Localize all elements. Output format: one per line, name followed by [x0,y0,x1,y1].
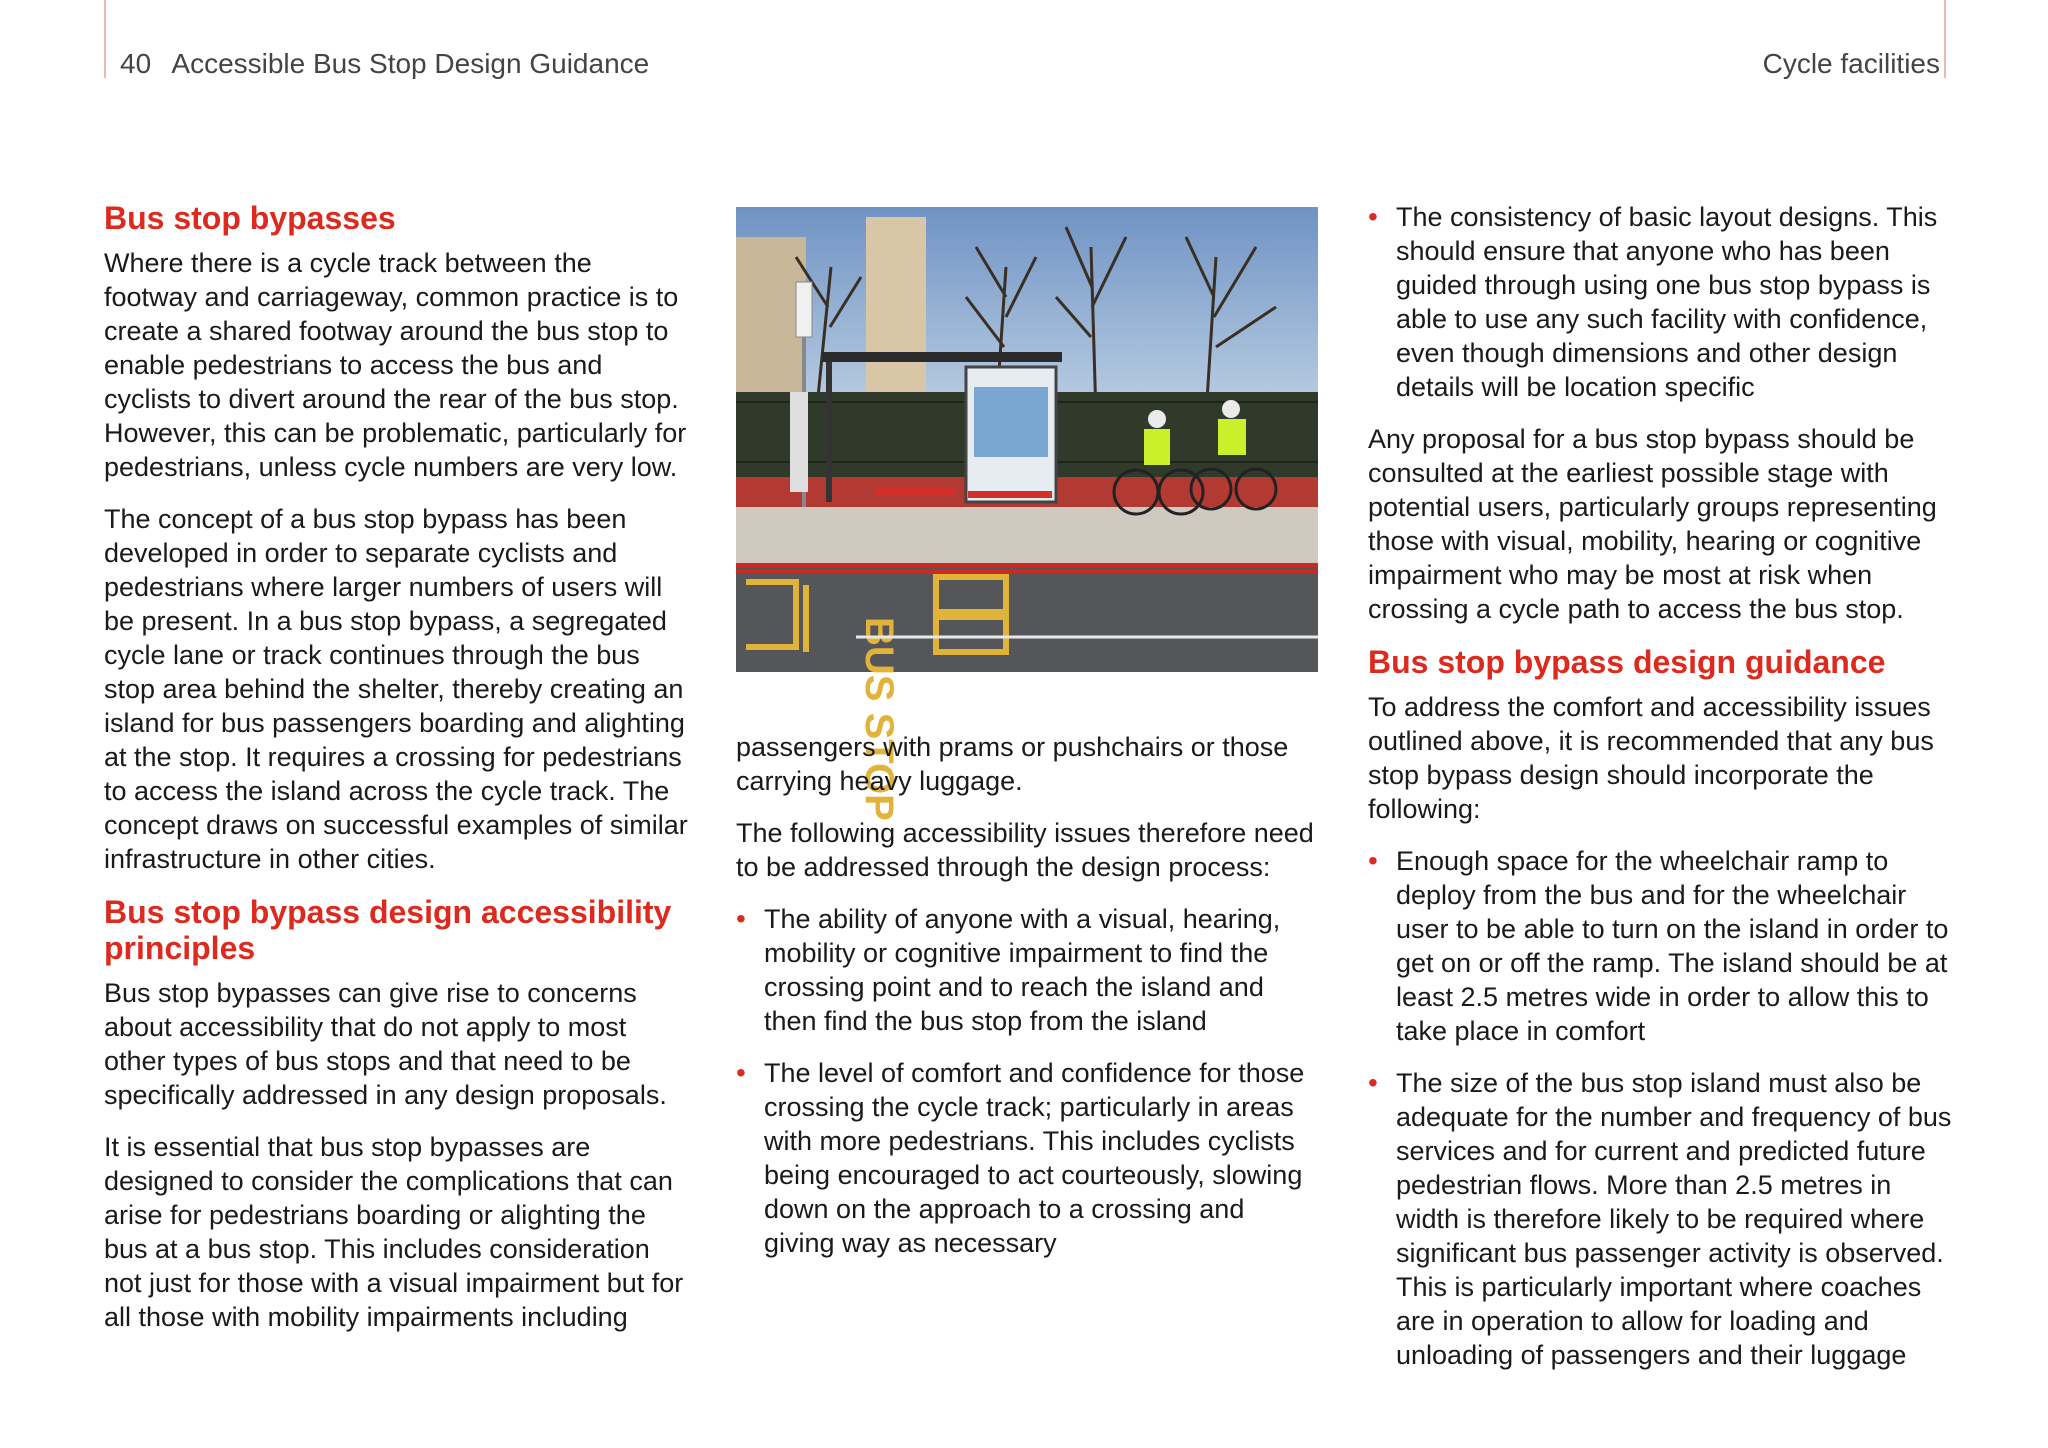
heading-bus-stop-bypasses: Bus stop bypasses [104,200,396,236]
list-item [736,1056,1321,1260]
running-header-left [120,48,649,80]
bullet-icon: • [1368,845,1378,876]
paragraph: The concept of a bus stop bypass has been developed in order to separate cyclists and pedestrians where larger numbers of users will be present. In a bus stop bypass, a segregated cycle lane or track continues through the bus stop area behind the shelter, thereby creating an island for bus passengers boarding and alighting at the stop. It requires a crossing for pedestrians to access the island across the cycle track. The concept draws on successful examples of similar infrastructure in other cities. [104,504,688,874]
column-left [104,200,689,1352]
paragraph: Where there is a cycle track between the footway and carriageway, common practice is to create a shared footway around the bus stop to enable pedestrians to access the bus and cyclists to divert around the rear of the bus stop. However, this can be problematic, particularly for pedestrians, unless cycle numbers are very low. [104,248,687,482]
bullet-list [1368,200,1953,404]
paragraph: It is essential that bus stop bypasses are designed to consider the complications that can arise for pedestrians boarding or alighting the bus at a bus stop. This includes consideration not just for those with a visual impairment but for all those with mobility impairments including [104,1132,684,1332]
paragraph: passengers with prams or pushchairs or those carrying heavy luggage. [736,732,1289,796]
bullet-list [1368,844,1953,1372]
section-title: Cycle facilities [1762,48,1940,79]
list-item-text: The level of comfort and confidence for those crossing the cycle track; particularly in areas with more pedestrians. This includes cyclists being encouraged to act courteously, slowing down on the approach to a crossing and giving way as necessary [764,1058,1305,1258]
bullet-icon: • [736,1057,746,1088]
page-number: 40 [120,48,152,79]
list-item [736,902,1321,1038]
bullet-icon: • [736,903,746,934]
list-item [1368,844,1953,1048]
paragraph: The following accessibility issues therefore need to be addressed through the design process: [736,818,1314,882]
document-title: Accessible Bus Stop Design Guidance [171,48,650,79]
list-item-text: Enough space for the wheelchair ramp to deploy from the bus and for the wheelchair user to be able to turn on the island in order to get on or off the ramp. The island should be at least 2.5 metres wide in order to allow this to take place in comfort [1396,846,1949,1046]
bullet-list [736,902,1321,1260]
paragraph: To address the comfort and accessibility issues outlined above, it is recommended that any bus stop bypass design should incorporate the following: [1368,692,1934,824]
paragraph: Any proposal for a bus stop bypass should be consulted at the earliest possible stage with potential users, particularly groups representing those with visual, mobility, hearing or cognitive impairment who may be most at risk when crossing a cycle path to access the bus stop. [1368,424,1937,624]
bullet-icon: • [1368,1067,1378,1098]
list-item [1368,200,1953,404]
list-item [1368,1066,1953,1372]
list-item-text: The ability of anyone with a visual, hearing, mobility or cognitive impairment to find the crossing point and to reach the island and then find the bus stop from the island [764,904,1281,1036]
heading-design-guidance: Bus stop bypass design guidance [1368,644,1886,680]
column-middle [736,730,1321,1278]
paragraph: Bus stop bypasses can give rise to concerns about accessibility that do not apply to most other types of bus stops and that need to be specifically addressed in any design proposals. [104,978,667,1110]
right-margin-line [1944,0,1946,78]
road-marking-text: BUS STOP [857,617,901,821]
bullet-icon: • [1368,201,1378,232]
heading-accessibility-principles: Bus stop bypass design accessibility principles [104,894,672,966]
column-right [1368,200,1953,1390]
left-margin-line [104,0,106,78]
list-item-text: The size of the bus stop island must also be adequate for the number and frequency of bus services and for current and predicted future pedestrian flows. More than 2.5 metres in width is therefore likely to be required where significant bus passenger activity is observed. This is particularly important where coaches are in operation to allow for loading and unloading of passengers and their luggage [1396,1068,1952,1370]
list-item-text: The consistency of basic layout designs. This should ensure that anyone who has been guided through using one bus stop bypass is able to use any such facility with confidence, even though dimensions and other design details will be location specific [1396,202,1938,402]
